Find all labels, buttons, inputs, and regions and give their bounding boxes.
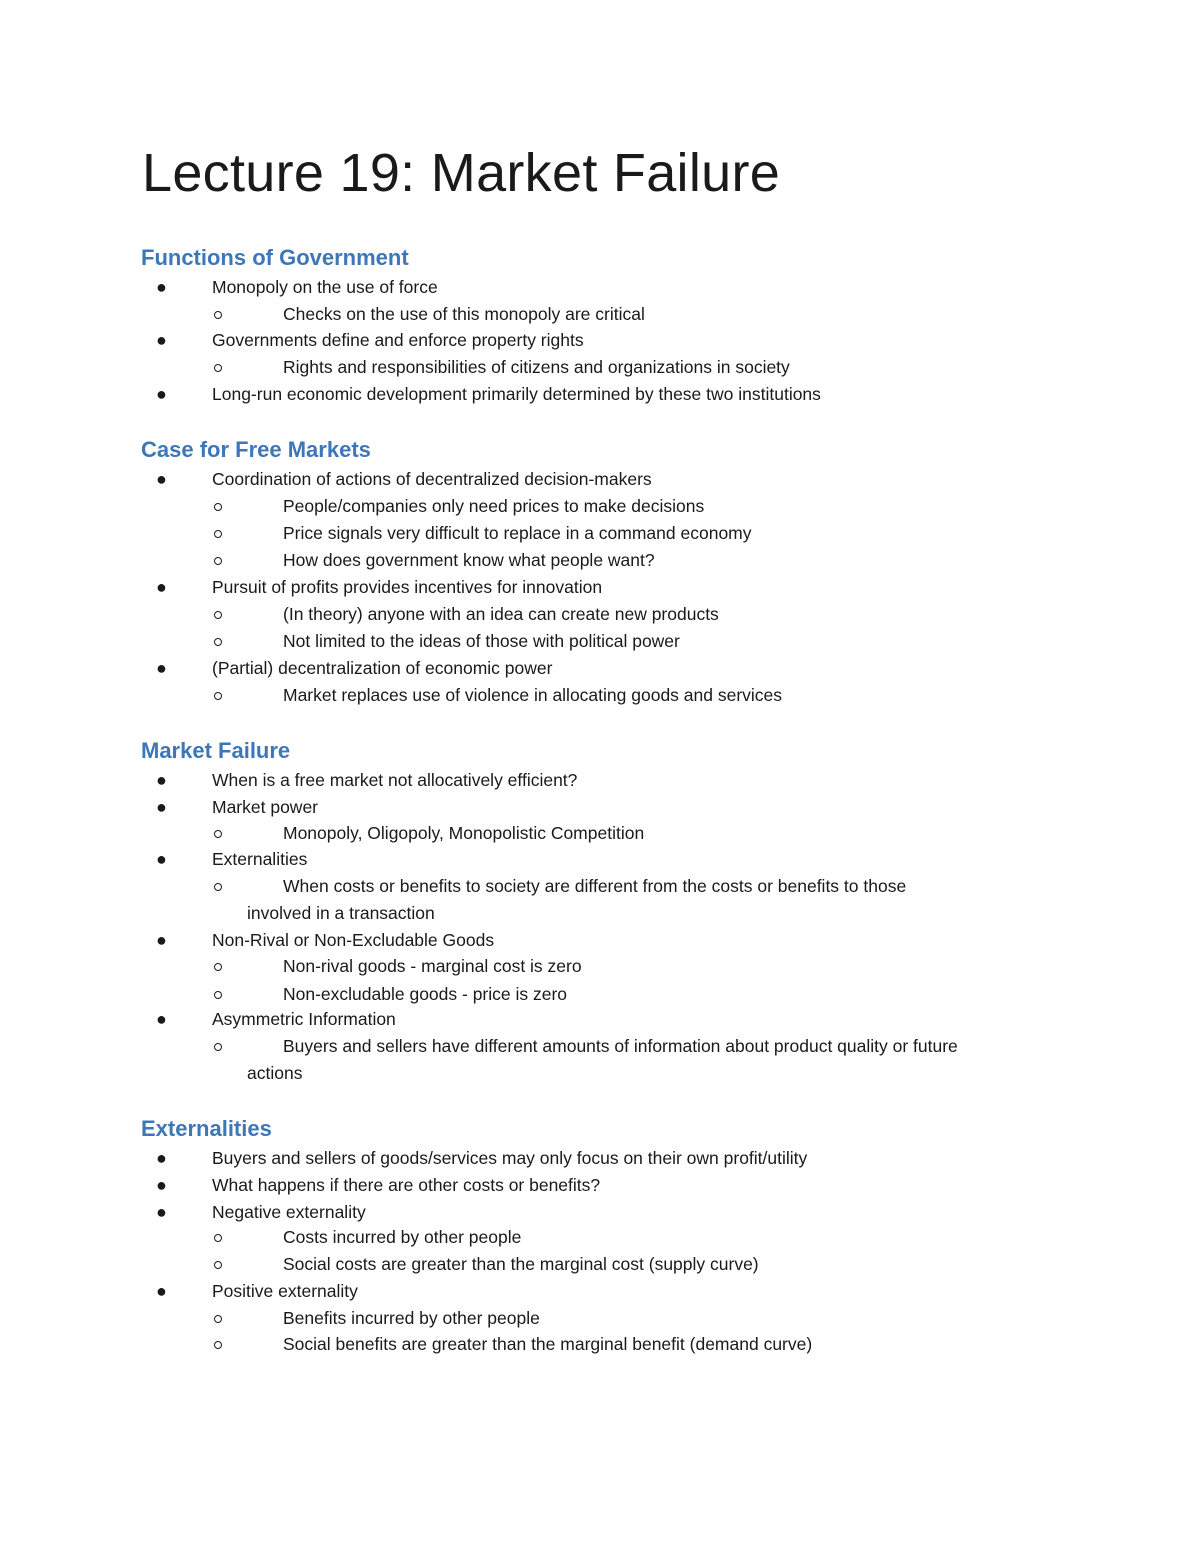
sub-list-item-continuation	[0, 1061, 1200, 1088]
sub-list-item-continuation	[0, 901, 1200, 928]
bullet-icon: ●	[156, 1202, 167, 1222]
list-item	[0, 1007, 1200, 1034]
circle-bullet-icon	[214, 883, 222, 891]
bullet-icon: ●	[156, 1281, 167, 1301]
circle-bullet-icon	[214, 530, 222, 538]
bullet-icon: ●	[156, 797, 167, 817]
sub-list-item-text: Monopoly, Oligopoly, Monopolistic Competition	[283, 823, 645, 843]
sub-list-item	[0, 982, 1200, 1009]
circle-bullet-icon	[214, 364, 222, 372]
section-heading: Market Failure	[141, 738, 291, 763]
list-item-text: (Partial) decentralization of economic power	[212, 658, 553, 678]
list-item	[0, 847, 1200, 874]
sub-list-item-text: actions	[247, 1063, 303, 1083]
list-item-text: When is a free market not allocatively efficient?	[212, 770, 578, 790]
list-item-text: Coordination of actions of decentralized decision-makers	[212, 469, 652, 489]
list-item-text: What happens if there are other costs or benefits?	[212, 1175, 601, 1195]
list-item	[0, 1200, 1200, 1227]
sub-list-item	[0, 602, 1200, 629]
circle-bullet-icon	[214, 1261, 222, 1269]
list-item	[0, 1279, 1200, 1306]
circle-bullet-icon	[214, 1341, 222, 1349]
sub-list-item-text: Rights and responsibilities of citizens and organizations in society	[283, 357, 790, 377]
bullet-icon: ●	[156, 1175, 167, 1195]
list-item	[0, 382, 1200, 409]
circle-bullet-icon	[214, 611, 222, 619]
sub-list-item-text: Non-excludable goods - price is zero	[283, 984, 568, 1004]
list-item-text: Long-run economic development primarily determined by these two institutions	[212, 384, 821, 404]
list-item-text: Positive externality	[212, 1281, 358, 1301]
sub-list-item	[0, 548, 1200, 575]
sub-list-item-text: How does government know what people want?	[283, 550, 655, 570]
sub-list-item-text: (In theory) anyone with an idea can create new products	[283, 604, 719, 624]
list-item	[0, 656, 1200, 683]
bullet-icon: ●	[156, 277, 167, 297]
circle-bullet-icon	[214, 638, 222, 646]
sub-list-item-text: Social costs are greater than the marginal cost (supply curve)	[283, 1254, 759, 1274]
sub-list-item	[0, 1034, 1200, 1061]
list-item-text: Monopoly on the use of force	[212, 277, 438, 297]
list-item	[0, 768, 1200, 795]
list-item	[0, 795, 1200, 822]
bullet-icon: ●	[156, 930, 167, 950]
section-heading: Externalities	[141, 1116, 272, 1141]
bullet-icon: ●	[156, 1009, 167, 1029]
sub-list-item-text: When costs or benefits to society are different from the costs or benefits to those	[283, 876, 907, 896]
sub-list-item-text: Buyers and sellers have different amounts of information about product quality or future	[283, 1036, 958, 1056]
circle-bullet-icon	[214, 311, 222, 319]
circle-bullet-icon	[214, 1234, 222, 1242]
sub-list-item-text: Costs incurred by other people	[283, 1227, 522, 1247]
circle-bullet-icon	[214, 692, 222, 700]
page-title: Lecture 19: Market Failure	[142, 143, 781, 203]
list-item-text: Negative externality	[212, 1202, 366, 1222]
list-item	[0, 1173, 1200, 1200]
list-item-text: Asymmetric Information	[212, 1009, 396, 1029]
list-item-text: Non-Rival or Non-Excludable Goods	[212, 930, 495, 950]
sub-list-item	[0, 494, 1200, 521]
list-item	[0, 467, 1200, 494]
sub-list-item-text: Market replaces use of violence in allocating goods and services	[283, 685, 783, 705]
section-heading: Functions of Government	[141, 245, 409, 270]
circle-bullet-icon	[214, 503, 222, 511]
sub-list-item	[0, 1252, 1200, 1279]
sub-list-item-text: Social benefits are greater than the marginal benefit (demand curve)	[283, 1334, 813, 1354]
bullet-icon: ●	[156, 1148, 167, 1168]
sub-list-item	[0, 1225, 1200, 1252]
bullet-icon: ●	[156, 384, 167, 404]
section-heading: Case for Free Markets	[141, 437, 371, 462]
sub-list-item-text: Benefits incurred by other people	[283, 1308, 540, 1328]
list-item	[0, 1146, 1200, 1173]
sub-list-item-text: involved in a transaction	[247, 903, 435, 923]
circle-bullet-icon	[214, 830, 222, 838]
sub-list-item	[0, 1332, 1200, 1359]
bullet-icon: ●	[156, 577, 167, 597]
list-item-text: Market power	[212, 797, 319, 817]
list-item	[0, 328, 1200, 355]
sub-list-item	[0, 1306, 1200, 1333]
list-item-text: Externalities	[212, 849, 308, 869]
sub-list-item-text: Price signals very difficult to replace in a command economy	[283, 523, 752, 543]
sub-list-item	[0, 521, 1200, 548]
circle-bullet-icon	[214, 963, 222, 971]
sub-list-item	[0, 683, 1200, 710]
sub-list-item	[0, 355, 1200, 382]
sub-list-item-text: People/companies only need prices to make decisions	[283, 496, 705, 516]
bullet-icon: ●	[156, 849, 167, 869]
list-item	[0, 575, 1200, 602]
bullet-icon: ●	[156, 658, 167, 678]
sub-list-item	[0, 954, 1200, 981]
circle-bullet-icon	[214, 1315, 222, 1323]
bullet-icon: ●	[156, 330, 167, 350]
list-item	[0, 928, 1200, 955]
sub-list-item-text: Not limited to the ideas of those with political power	[283, 631, 680, 651]
sub-list-item	[0, 629, 1200, 656]
bullet-icon: ●	[156, 770, 167, 790]
sub-list-item-text: Non-rival goods - marginal cost is zero	[283, 956, 582, 976]
sub-list-item	[0, 874, 1200, 901]
sub-list-item	[0, 821, 1200, 848]
list-item-text: Governments define and enforce property rights	[212, 330, 584, 350]
list-item	[0, 275, 1200, 302]
list-item-text: Buyers and sellers of goods/services may only focus on their own profit/utility	[212, 1148, 808, 1168]
sub-list-item-text: Checks on the use of this monopoly are critical	[283, 304, 645, 324]
list-item-text: Pursuit of profits provides incentives for innovation	[212, 577, 603, 597]
sub-list-item	[0, 302, 1200, 329]
bullet-icon: ●	[156, 469, 167, 489]
circle-bullet-icon	[214, 991, 222, 999]
circle-bullet-icon	[214, 557, 222, 565]
circle-bullet-icon	[214, 1043, 222, 1051]
